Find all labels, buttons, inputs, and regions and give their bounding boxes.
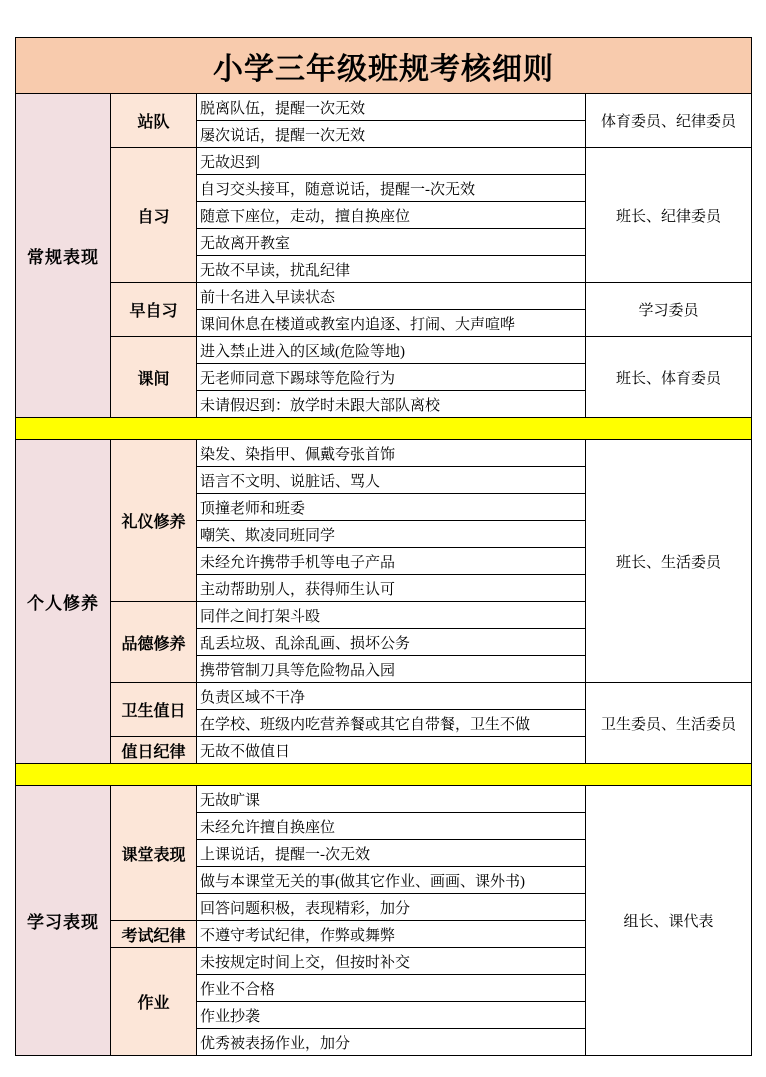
monitor-cell: 班长、纪律委员 — [586, 148, 752, 283]
rule-item-cell: 主动帮助别人，获得师生认可 — [197, 575, 586, 602]
separator-row — [16, 764, 752, 786]
title-row — [16, 38, 752, 94]
page-title: 小学三年级班规考核细则 — [16, 38, 752, 94]
rule-item-cell: 前十名进入早读状态 — [197, 283, 586, 310]
rule-item-cell: 携带管制刀具等危险物品入园 — [197, 656, 586, 683]
subcategory-cell: 考试纪律 — [111, 921, 197, 948]
monitor-cell: 班长、体育委员 — [586, 337, 752, 418]
table-body — [16, 94, 752, 1056]
monitor-cell: 班长、生活委员 — [586, 440, 752, 683]
subcategory-cell: 作业 — [111, 948, 197, 1056]
rule-item-cell: 无老师同意下踢球等危险行为 — [197, 364, 586, 391]
table-row — [16, 94, 752, 121]
rule-item-cell: 课间休息在楼道或教室内追逐、打闹、大声喧哗 — [197, 310, 586, 337]
category-cell: 常规表现 — [16, 94, 111, 418]
subcategory-cell: 卫生值日 — [111, 683, 197, 737]
table-row — [16, 337, 752, 364]
rule-item-cell: 不遵守考试纪律，作弊或舞弊 — [197, 921, 586, 948]
rule-item-cell: 乱丢垃圾、乱涂乱画、损坏公务 — [197, 629, 586, 656]
category-cell: 学习表现 — [16, 786, 111, 1056]
rule-item-cell: 染发、染指甲、佩戴夸张首饰 — [197, 440, 586, 467]
category-cell: 个人修养 — [16, 440, 111, 764]
separator-band — [16, 418, 752, 440]
subcategory-cell: 站队 — [111, 94, 197, 148]
monitor-cell: 学习委员 — [586, 283, 752, 337]
rule-item-cell: 随意下座位，走动，擅自换座位 — [197, 202, 586, 229]
rule-item-cell: 进入禁止进入的区域(危险等地) — [197, 337, 586, 364]
rule-item-cell: 回答问题积极，表现精彩，加分 — [197, 894, 586, 921]
rule-item-cell: 顶撞老师和班委 — [197, 494, 586, 521]
rule-item-cell: 未经允许携带手机等电子产品 — [197, 548, 586, 575]
monitor-cell: 卫生委员、生活委员 — [586, 683, 752, 764]
rules-table — [15, 37, 752, 1056]
monitor-cell: 体育委员、纪律委员 — [586, 94, 752, 148]
rule-item-cell: 未经允许擅自换座位 — [197, 813, 586, 840]
rule-item-cell: 无故旷课 — [197, 786, 586, 813]
subcategory-cell: 值日纪律 — [111, 737, 197, 764]
rule-item-cell: 在学校、班级内吃营养餐或其它自带餐，卫生不做 — [197, 710, 586, 737]
rule-item-cell: 脱离队伍，提醒一次无效 — [197, 94, 586, 121]
rule-item-cell: 无故离开教室 — [197, 229, 586, 256]
subcategory-cell: 自习 — [111, 148, 197, 283]
rule-item-cell: 自习交头接耳，随意说话，提醒一-次无效 — [197, 175, 586, 202]
rule-item-cell: 无故迟到 — [197, 148, 586, 175]
rule-item-cell: 同伴之间打架斗殴 — [197, 602, 586, 629]
rule-item-cell: 无故不早读，扰乱纪律 — [197, 256, 586, 283]
subcategory-cell: 课堂表现 — [111, 786, 197, 921]
rule-item-cell: 上课说话，提醒一-次无效 — [197, 840, 586, 867]
rule-item-cell: 嘲笑、欺凌同班同学 — [197, 521, 586, 548]
rule-item-cell: 作业不合格 — [197, 975, 586, 1002]
separator-band — [16, 764, 752, 786]
rule-item-cell: 优秀被表扬作业，加分 — [197, 1029, 586, 1056]
subcategory-cell: 礼仪修养 — [111, 440, 197, 602]
separator-row — [16, 418, 752, 440]
rule-item-cell: 作业抄袭 — [197, 1002, 586, 1029]
rule-item-cell: 屡次说话，提醒一次无效 — [197, 121, 586, 148]
table-row — [16, 440, 752, 467]
rule-item-cell: 负责区域不干净 — [197, 683, 586, 710]
table-row — [16, 283, 752, 310]
rule-item-cell: 未请假迟到：放学时未跟大部队离校 — [197, 391, 586, 418]
subcategory-cell: 早自习 — [111, 283, 197, 337]
table-row — [16, 148, 752, 175]
table-row — [16, 786, 752, 813]
rule-item-cell: 无故不做值日 — [197, 737, 586, 764]
monitor-cell: 组长、课代表 — [586, 786, 752, 1056]
table-row — [16, 683, 752, 710]
subcategory-cell: 品德修养 — [111, 602, 197, 683]
rule-item-cell: 做与本课堂无关的事(做其它作业、画画、课外书) — [197, 867, 586, 894]
rule-item-cell: 语言不文明、说脏话、骂人 — [197, 467, 586, 494]
rule-item-cell: 未按规定时间上交，但按时补交 — [197, 948, 586, 975]
subcategory-cell: 课间 — [111, 337, 197, 418]
